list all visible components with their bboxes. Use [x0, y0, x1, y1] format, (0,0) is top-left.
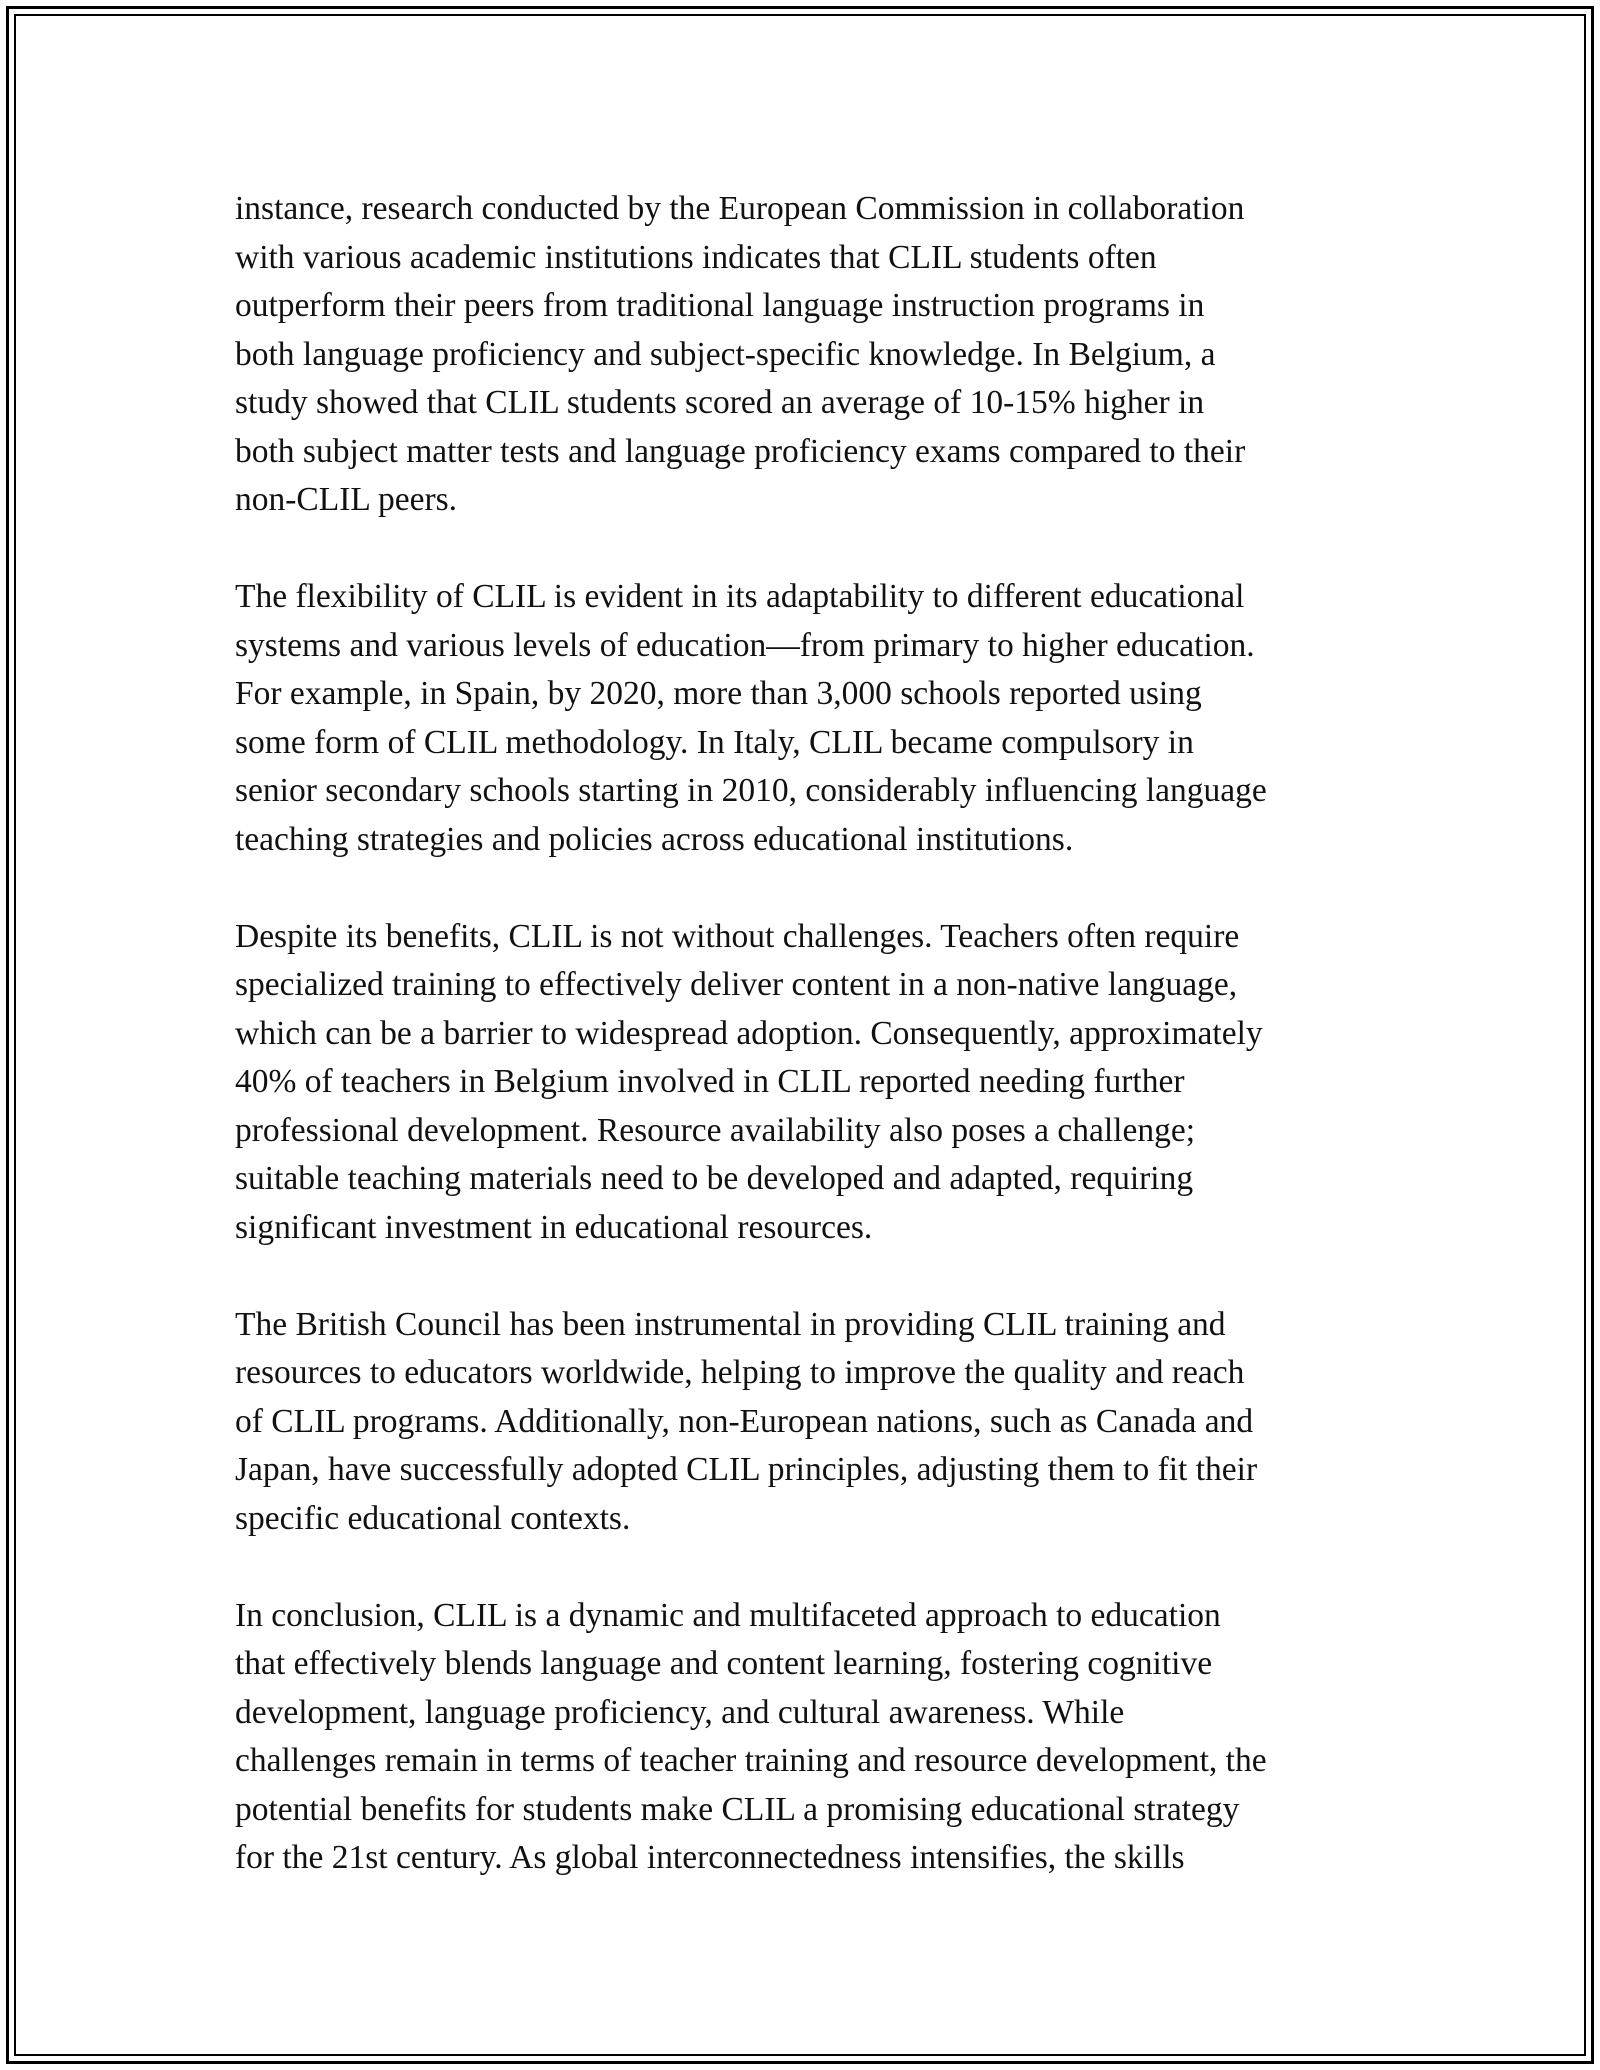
text-line: systems and various levels of education—from primary to higher education. — [235, 626, 1255, 664]
text-line: senior secondary schools starting in 2010, considerably influencing language — [235, 772, 1267, 809]
text-line: The flexibility of CLIL is evident in its adaptability to different educational — [235, 578, 1245, 615]
text-line: challenges remain in terms of teacher training and resource development, the — [235, 1742, 1267, 1779]
text-line: suitable teaching materials need to be developed and adapted, requiring — [235, 1160, 1194, 1197]
document-body — [235, 185, 1375, 1883]
text-line: resources to educators worldwide, helping to improve the quality and reach — [235, 1354, 1245, 1391]
text-line: For example, in Spain, by 2020, more than 3,000 schools reported using — [235, 675, 1202, 712]
text-line: study showed that CLIL students scored an average of 10-15% higher in — [235, 384, 1205, 421]
text-line: The British Council has been instrumental in providing CLIL training and — [235, 1305, 1226, 1343]
text-line: both subject matter tests and language proficiency exams compared to their — [235, 432, 1246, 470]
text-line: Despite its benefits, CLIL is not without challenges. Teachers often require — [235, 917, 1240, 955]
text-line: for the 21st century. As global interconnectedness intensifies, the skills — [235, 1839, 1185, 1876]
text-line: teaching strategies and policies across educational institutions. — [235, 820, 1074, 858]
text-line: potential benefits for students make CLIL a promising educational strategy — [235, 1790, 1240, 1828]
paragraph-british-council — [235, 1301, 1375, 1544]
text-line: both language proficiency and subject-specific knowledge. In Belgium, a — [235, 335, 1216, 373]
text-line: significant investment in educational resources. — [235, 1208, 873, 1246]
text-line: which can be a barrier to widespread adoption. Consequently, approximately — [235, 1014, 1263, 1052]
paragraph-clil-challenges — [235, 913, 1375, 1253]
text-line: with various academic institutions indicates that CLIL students often — [235, 238, 1157, 276]
text-line: that effectively blends language and content learning, fostering cognitive — [235, 1645, 1213, 1682]
text-line: 40% of teachers in Belgium involved in CLIL reported needing further — [235, 1063, 1185, 1100]
paragraph-clil-research — [235, 185, 1375, 525]
paragraph-clil-flexibility — [235, 573, 1375, 864]
text-line: development, language proficiency, and cultural awareness. While — [235, 1693, 1125, 1731]
text-line: instance, research conducted by the European Commission in collaboration — [235, 190, 1245, 227]
text-line: professional development. Resource availability also poses a challenge; — [235, 1111, 1196, 1149]
text-line: outperform their peers from traditional language instruction programs in — [235, 287, 1205, 324]
text-line: specific educational contexts. — [235, 1499, 631, 1537]
text-line: some form of CLIL methodology. In Italy, CLIL became compulsory in — [235, 723, 1194, 761]
text-line: of CLIL programs. Additionally, non-European nations, such as Canada and — [235, 1402, 1254, 1440]
text-line: In conclusion, CLIL is a dynamic and multifaceted approach to education — [235, 1596, 1221, 1634]
paragraph-conclusion — [235, 1592, 1375, 1883]
text-line: specialized training to effectively deliver content in a non-native language, — [235, 966, 1238, 1003]
text-line: non-CLIL peers. — [235, 481, 458, 518]
text-line: Japan, have successfully adopted CLIL principles, adjusting them to fit their — [235, 1451, 1258, 1488]
